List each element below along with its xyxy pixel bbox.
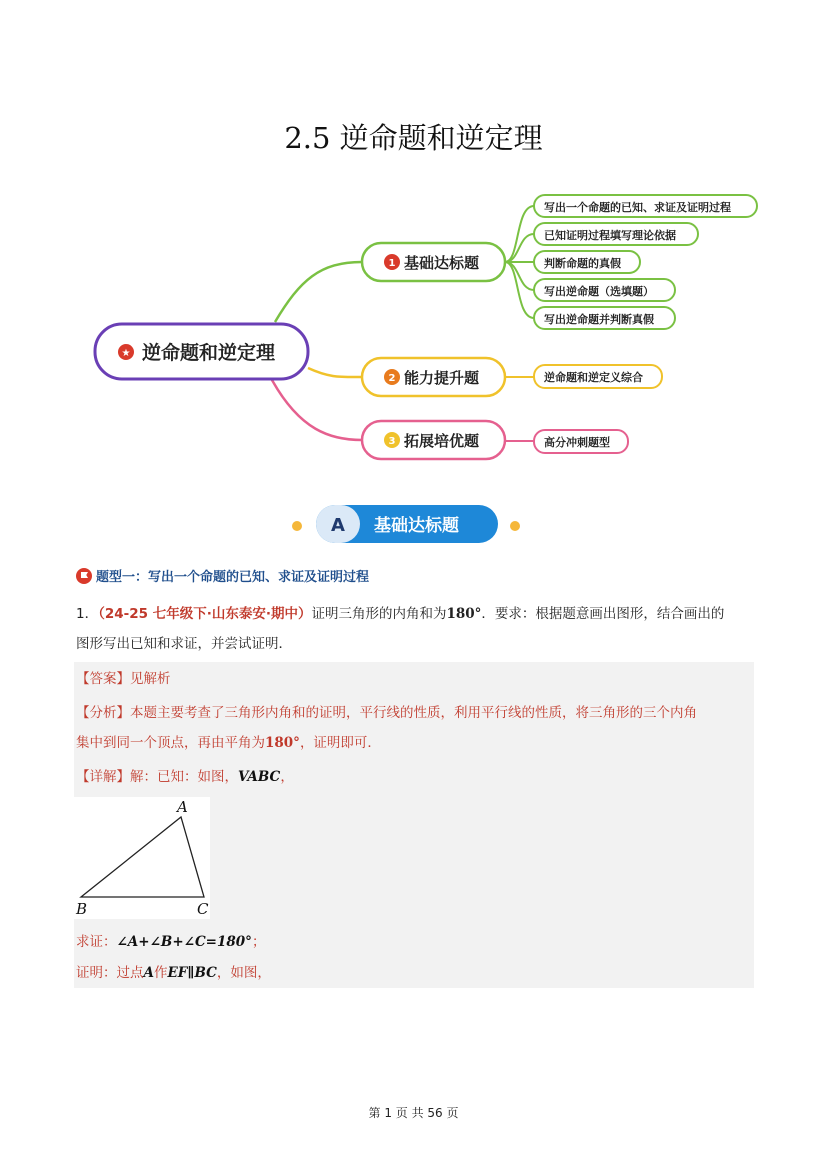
branch-1-number: 1	[388, 258, 396, 269]
leaf-6-label: 逆命题和逆定义综合	[544, 371, 643, 384]
vertex-label-c: C	[197, 900, 209, 918]
mind-map	[0, 180, 827, 470]
page-footer: 第 1 页 共 56 页	[368, 1106, 459, 1120]
prove-a: 求证：	[76, 934, 117, 950]
flag-icon	[76, 568, 92, 584]
question-value: 180°	[446, 606, 482, 622]
prove-text	[76, 927, 752, 957]
leaf-2-label: 已知证明过程填写理论依据	[544, 229, 676, 242]
proof-text	[76, 958, 752, 988]
banner-label: 基础达标题	[374, 516, 459, 536]
connector-branch-1	[275, 262, 362, 322]
leaf-1-label: 写出一个命题的已知、求证及证明过程	[544, 201, 731, 214]
prove-math: ∠A+∠B+∠C=180°	[116, 934, 252, 950]
proof-c: ，如图，	[216, 965, 271, 981]
connector-branch-2	[308, 368, 362, 377]
triangle-abc	[81, 817, 204, 897]
leaf-4-label: 写出逆命题（选填题）	[544, 285, 654, 298]
branch-2-number: 2	[388, 373, 396, 384]
question-text-b: ．要求：根据题意画出图形，结合画出的	[481, 606, 725, 622]
analysis-value: 180°	[265, 735, 300, 751]
leaf-5-label: 写出逆命题并判断真假	[544, 313, 654, 326]
proof-a: 证明：过点	[76, 965, 144, 981]
answer-line: 【答案】见解析	[76, 671, 171, 687]
question-number: 1．	[76, 606, 99, 622]
vertex-label-b: B	[76, 900, 88, 918]
banner-right-dot	[510, 521, 520, 531]
detail-a: 【详解】解：已知：如图，	[76, 769, 238, 785]
section-banner	[0, 500, 827, 546]
connector-leaf-2	[505, 234, 534, 262]
question-text-a: 证明三角形的内角和为	[311, 606, 447, 622]
analysis-c: ，证明即可．	[299, 735, 381, 751]
branch-1-label: 基础达标题	[404, 254, 480, 272]
branch-2-label: 能力提升题	[404, 369, 480, 387]
vertex-label-a: A	[177, 798, 188, 816]
page-title: 2.5 逆命题和逆定理	[284, 121, 543, 155]
prove-b: ；	[251, 934, 266, 950]
triangle-figure	[74, 797, 210, 919]
analysis-text	[76, 698, 752, 758]
analysis-b: 集中到同一个顶点，再由平角为	[76, 735, 265, 751]
question-source: （24-25 七年级下·山东泰安·期中）	[98, 606, 312, 622]
question-text	[76, 599, 756, 659]
branch-3-number: 3	[388, 436, 396, 447]
detail-math: VABC	[238, 769, 281, 785]
proof-point: A	[143, 965, 154, 981]
detail-text	[76, 762, 752, 792]
mindmap-root-label: 逆命题和逆定理	[142, 342, 276, 364]
connector-branch-3	[272, 380, 362, 440]
question-text-c: 图形写出已知和求证，并尝试证明．	[76, 636, 292, 652]
banner-letter: A	[331, 515, 345, 536]
question-type-heading	[76, 566, 369, 585]
proof-b: 作	[153, 965, 168, 981]
leaf-7-label: 高分冲刺题型	[544, 436, 610, 449]
connector-leaf-4	[505, 262, 534, 290]
proof-math: EF∥BC	[167, 965, 217, 981]
leaf-3-label: 判断命题的真假	[544, 257, 621, 270]
branch-3-label: 拓展培优题	[404, 432, 480, 450]
star-glyph: ★	[121, 348, 131, 359]
banner-left-dot	[292, 521, 302, 531]
analysis-a: 【分析】本题主要考查了三角形内角和的证明，平行线的性质，利用平行线的性质，将三角形的三个内角	[76, 705, 697, 721]
question-type-label: 题型一：写出一个命题的已知、求证及证明过程	[96, 570, 370, 585]
detail-b: ，	[280, 769, 294, 785]
